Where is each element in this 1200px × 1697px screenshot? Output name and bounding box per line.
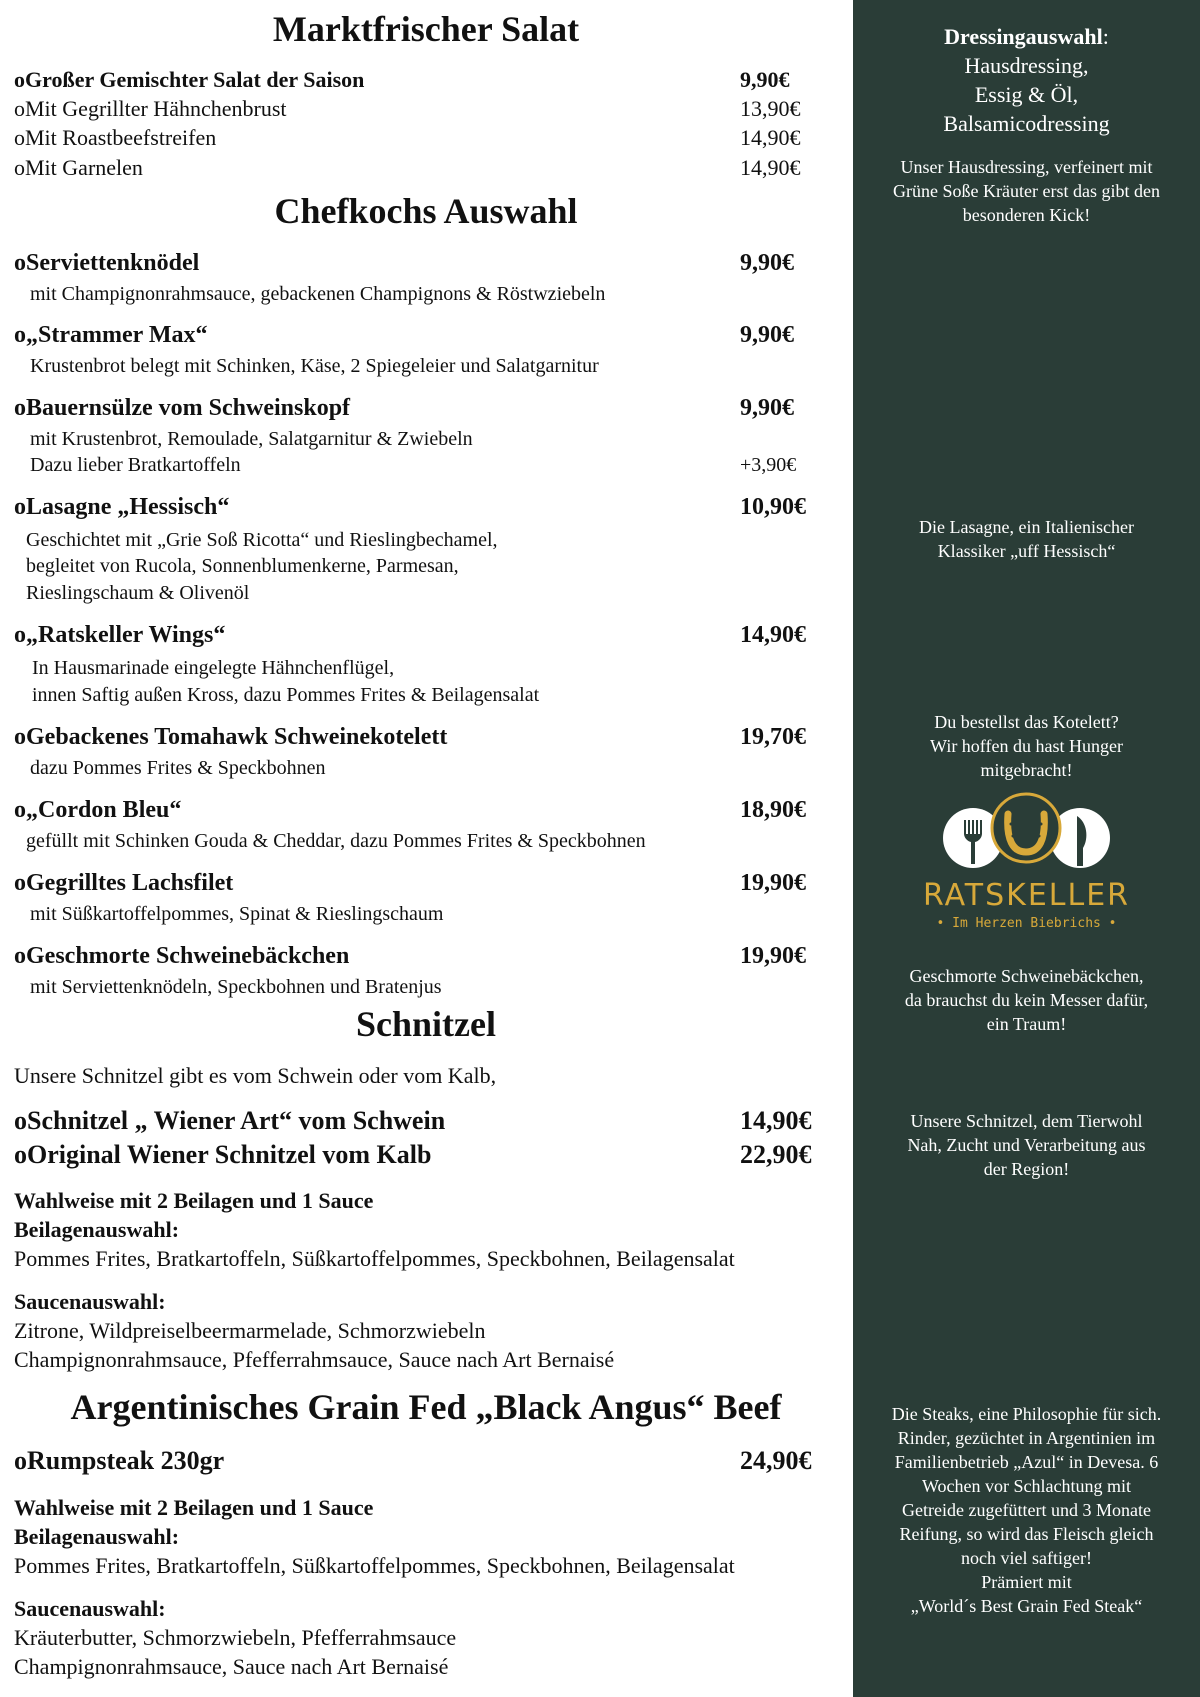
item-name: o„Cordon Bleu“ bbox=[14, 797, 182, 823]
sides-list: Pommes Frites, Bratkartoffeln, Süßkartoffelpommes, Speckbohnen, Beilagensalat bbox=[14, 1553, 735, 1578]
item-name: oMit Garnelen bbox=[14, 155, 143, 180]
menu-item bbox=[14, 870, 820, 900]
sidebar-note: ein Traum! bbox=[986, 1014, 1067, 1034]
item-price: 9,90€ bbox=[740, 67, 790, 92]
dressing-option: Essig & Öl, bbox=[974, 82, 1079, 107]
dressing-option: Hausdressing, bbox=[964, 53, 1089, 78]
item-name: oLasagne „Hessisch“ bbox=[14, 494, 230, 520]
item-name: oSchnitzel „ Wiener Art“ vom Schwein bbox=[14, 1106, 446, 1135]
item-name: oGebackenes Tomahawk Schweinekotelett bbox=[14, 724, 448, 750]
sides-label: Beilagenauswahl: bbox=[14, 1217, 180, 1242]
item-price: 9,90€ bbox=[740, 322, 794, 348]
choice-note: Wahlweise mit 2 Beilagen und 1 Sauce bbox=[14, 1188, 374, 1213]
menu-item bbox=[14, 125, 820, 155]
sauce-list: Champignonrahmsauce, Sauce nach Art Bernaisé bbox=[14, 1654, 449, 1679]
sauce-list: Champignonrahmsauce, Pfefferrahmsauce, Sauce nach Art Bernaisé bbox=[14, 1347, 615, 1372]
logo-wordmark: RATSKELLER bbox=[922, 878, 1131, 913]
menu-item bbox=[14, 494, 820, 524]
item-description: mit Serviettenknödeln, Speckbohnen und Bratenjus bbox=[30, 976, 442, 998]
sidebar-note: Die Steaks, eine Philosophie für sich. bbox=[891, 1404, 1162, 1424]
sauce-list: Zitrone, Wildpreiselbeermarmelade, Schmorzwiebeln bbox=[14, 1318, 486, 1343]
section-title-beef: Argentinisches Grain Fed „Black Angus“ Beef bbox=[70, 1387, 782, 1427]
sidebar-note: Prämiert mit bbox=[981, 1572, 1072, 1592]
item-name: oOriginal Wiener Schnitzel vom Kalb bbox=[14, 1140, 432, 1169]
sidebar-note: Wir hoffen du hast Hunger bbox=[930, 736, 1123, 756]
item-description: In Hausmarinade eingelegte Hähnchenflügel, bbox=[32, 657, 395, 679]
menu-item bbox=[14, 724, 820, 754]
sidebar-note: Grüne Soße Kräuter erst das gibt den bbox=[893, 181, 1160, 201]
item-description: mit Champignonrahmsauce, gebackenen Champignons & Röstwziebeln bbox=[30, 283, 606, 305]
sidebar-note: Klassiker „uff Hessisch“ bbox=[937, 541, 1116, 561]
menu-item bbox=[14, 250, 820, 280]
item-price: 18,90€ bbox=[740, 797, 806, 823]
section-intro: Unsere Schnitzel gibt es vom Schwein oder vom Kalb, bbox=[14, 1063, 497, 1088]
item-price: 14,90€ bbox=[740, 622, 806, 648]
item-price: 24,90€ bbox=[740, 1446, 812, 1475]
item-name: oMit Roastbeefstreifen bbox=[14, 125, 217, 150]
sidebar-note: Getreide zugefüttert und 3 Monate bbox=[902, 1500, 1151, 1520]
item-description: Rieslingschaum & Olivenöl bbox=[26, 582, 250, 604]
item-name: oBauernsülze vom Schweinskopf bbox=[14, 395, 351, 421]
item-price: 14,90€ bbox=[740, 155, 801, 180]
item-description: mit Süßkartoffelpommes, Spinat & Rieslingschaum bbox=[30, 903, 444, 925]
item-name: oGeschmorte Schweinebäckchen bbox=[14, 943, 350, 969]
sidebar-note: Reifung, so wird das Fleisch gleich bbox=[899, 1524, 1154, 1544]
dressing-option: Balsamicodressing bbox=[943, 111, 1110, 136]
section-title-chef: Chefkochs Auswahl bbox=[274, 191, 578, 231]
item-price: 13,90€ bbox=[740, 96, 801, 121]
horseshoe-icon bbox=[992, 794, 1060, 862]
item-price: 10,90€ bbox=[740, 494, 806, 520]
menu-item bbox=[14, 622, 820, 652]
sidebar-note: Die Lasagne, ein Italienischer bbox=[919, 517, 1134, 537]
sidebar-note: Wochen vor Schlachtung mit bbox=[921, 1476, 1131, 1496]
item-description: dazu Pommes Frites & Speckbohnen bbox=[30, 757, 326, 779]
item-price: 9,90€ bbox=[740, 395, 794, 421]
item-name: o„Ratskeller Wings“ bbox=[14, 622, 226, 648]
item-extra-price: +3,90€ bbox=[740, 454, 797, 476]
item-description: Dazu lieber Bratkartoffeln bbox=[30, 454, 241, 476]
item-price: 19,90€ bbox=[740, 943, 806, 969]
item-description: Krustenbrot belegt mit Schinken, Käse, 2 Spiegeleier und Salatgarnitur bbox=[30, 355, 599, 377]
item-description: begleitet von Rucola, Sonnenblumenkerne, Parmesan, bbox=[26, 555, 459, 577]
menu-item bbox=[14, 1140, 820, 1170]
item-price: 19,90€ bbox=[740, 870, 806, 896]
item-price: 14,90€ bbox=[740, 125, 801, 150]
menu-item bbox=[14, 395, 820, 425]
logo-tagline: • Im Herzen Biebrichs • bbox=[936, 916, 1117, 931]
item-description: Geschichtet mit „Grie Soß Ricotta“ und Rieslingbechamel, bbox=[26, 529, 498, 551]
logo-emblem bbox=[853, 792, 1200, 872]
menu-item bbox=[14, 1446, 820, 1476]
section-title-salat: Marktfrischer Salat bbox=[272, 9, 580, 49]
choice-note: Wahlweise mit 2 Beilagen und 1 Sauce bbox=[14, 1495, 374, 1520]
sauce-label: Saucenauswahl: bbox=[14, 1596, 166, 1621]
item-name: oGroßer Gemischter Salat der Saison bbox=[14, 67, 365, 92]
item-name: oServiettenknödel bbox=[14, 250, 200, 276]
item-price: 9,90€ bbox=[740, 250, 794, 276]
item-description: innen Saftig außen Kross, dazu Pommes Frites & Beilagensalat bbox=[32, 684, 540, 706]
sidebar-note: „World´s Best Grain Fed Steak“ bbox=[910, 1596, 1143, 1616]
sidebar-note: der Region! bbox=[983, 1159, 1070, 1179]
info-sidebar bbox=[853, 0, 1200, 1697]
menu-item bbox=[14, 797, 820, 827]
sidebar-note: noch viel saftiger! bbox=[961, 1548, 1092, 1568]
menu-item bbox=[14, 1106, 820, 1136]
section-title-schnitzel: Schnitzel bbox=[356, 1004, 496, 1044]
item-name: oMit Gegrillter Hähnchenbrust bbox=[14, 96, 287, 121]
item-description: mit Krustenbrot, Remoulade, Salatgarnitur & Zwiebeln bbox=[30, 428, 473, 450]
sidebar-note: besonderen Kick! bbox=[962, 205, 1091, 225]
sides-label: Beilagenauswahl: bbox=[14, 1524, 180, 1549]
menu-item bbox=[14, 67, 820, 97]
menu-item bbox=[14, 96, 820, 126]
sidebar-note: da brauchst du kein Messer dafür, bbox=[904, 990, 1149, 1010]
sauce-label: Saucenauswahl: bbox=[14, 1289, 166, 1314]
item-price: 14,90€ bbox=[740, 1106, 812, 1135]
sidebar-note: Geschmorte Schweinebäckchen, bbox=[909, 966, 1144, 986]
item-name: oGegrilltes Lachsfilet bbox=[14, 870, 234, 896]
sidebar-note: Familienbetrieb „Azul“ in Devesa. 6 bbox=[894, 1452, 1159, 1472]
sidebar-note: mitgebracht! bbox=[980, 760, 1073, 780]
menu-item bbox=[14, 322, 820, 352]
item-name: oRumpsteak 230gr bbox=[14, 1446, 225, 1475]
item-price: 19,70€ bbox=[740, 724, 806, 750]
sidebar-note: Du bestellst das Kotelett? bbox=[934, 712, 1119, 732]
sidebar-note: Rinder, gezüchtet in Argentinien im bbox=[897, 1428, 1156, 1448]
dressing-title: Dressingauswahl: bbox=[944, 24, 1109, 49]
item-name: o„Strammer Max“ bbox=[14, 322, 208, 348]
sides-list: Pommes Frites, Bratkartoffeln, Süßkartoffelpommes, Speckbohnen, Beilagensalat bbox=[14, 1246, 735, 1271]
item-description: gefüllt mit Schinken Gouda & Cheddar, dazu Pommes Frites & Speckbohnen bbox=[26, 830, 646, 852]
ratskeller-logo bbox=[853, 792, 1200, 932]
menu-item bbox=[14, 943, 820, 973]
sidebar-note: Unsere Schnitzel, dem Tierwohl bbox=[910, 1111, 1143, 1131]
sidebar-note: Nah, Zucht und Verarbeitung aus bbox=[907, 1135, 1146, 1155]
sidebar-note: Unser Hausdressing, verfeinert mit bbox=[900, 157, 1153, 177]
item-price: 22,90€ bbox=[740, 1140, 812, 1169]
sauce-list: Kräuterbutter, Schmorzwiebeln, Pfefferrahmsauce bbox=[14, 1625, 457, 1650]
menu-item bbox=[14, 155, 820, 185]
